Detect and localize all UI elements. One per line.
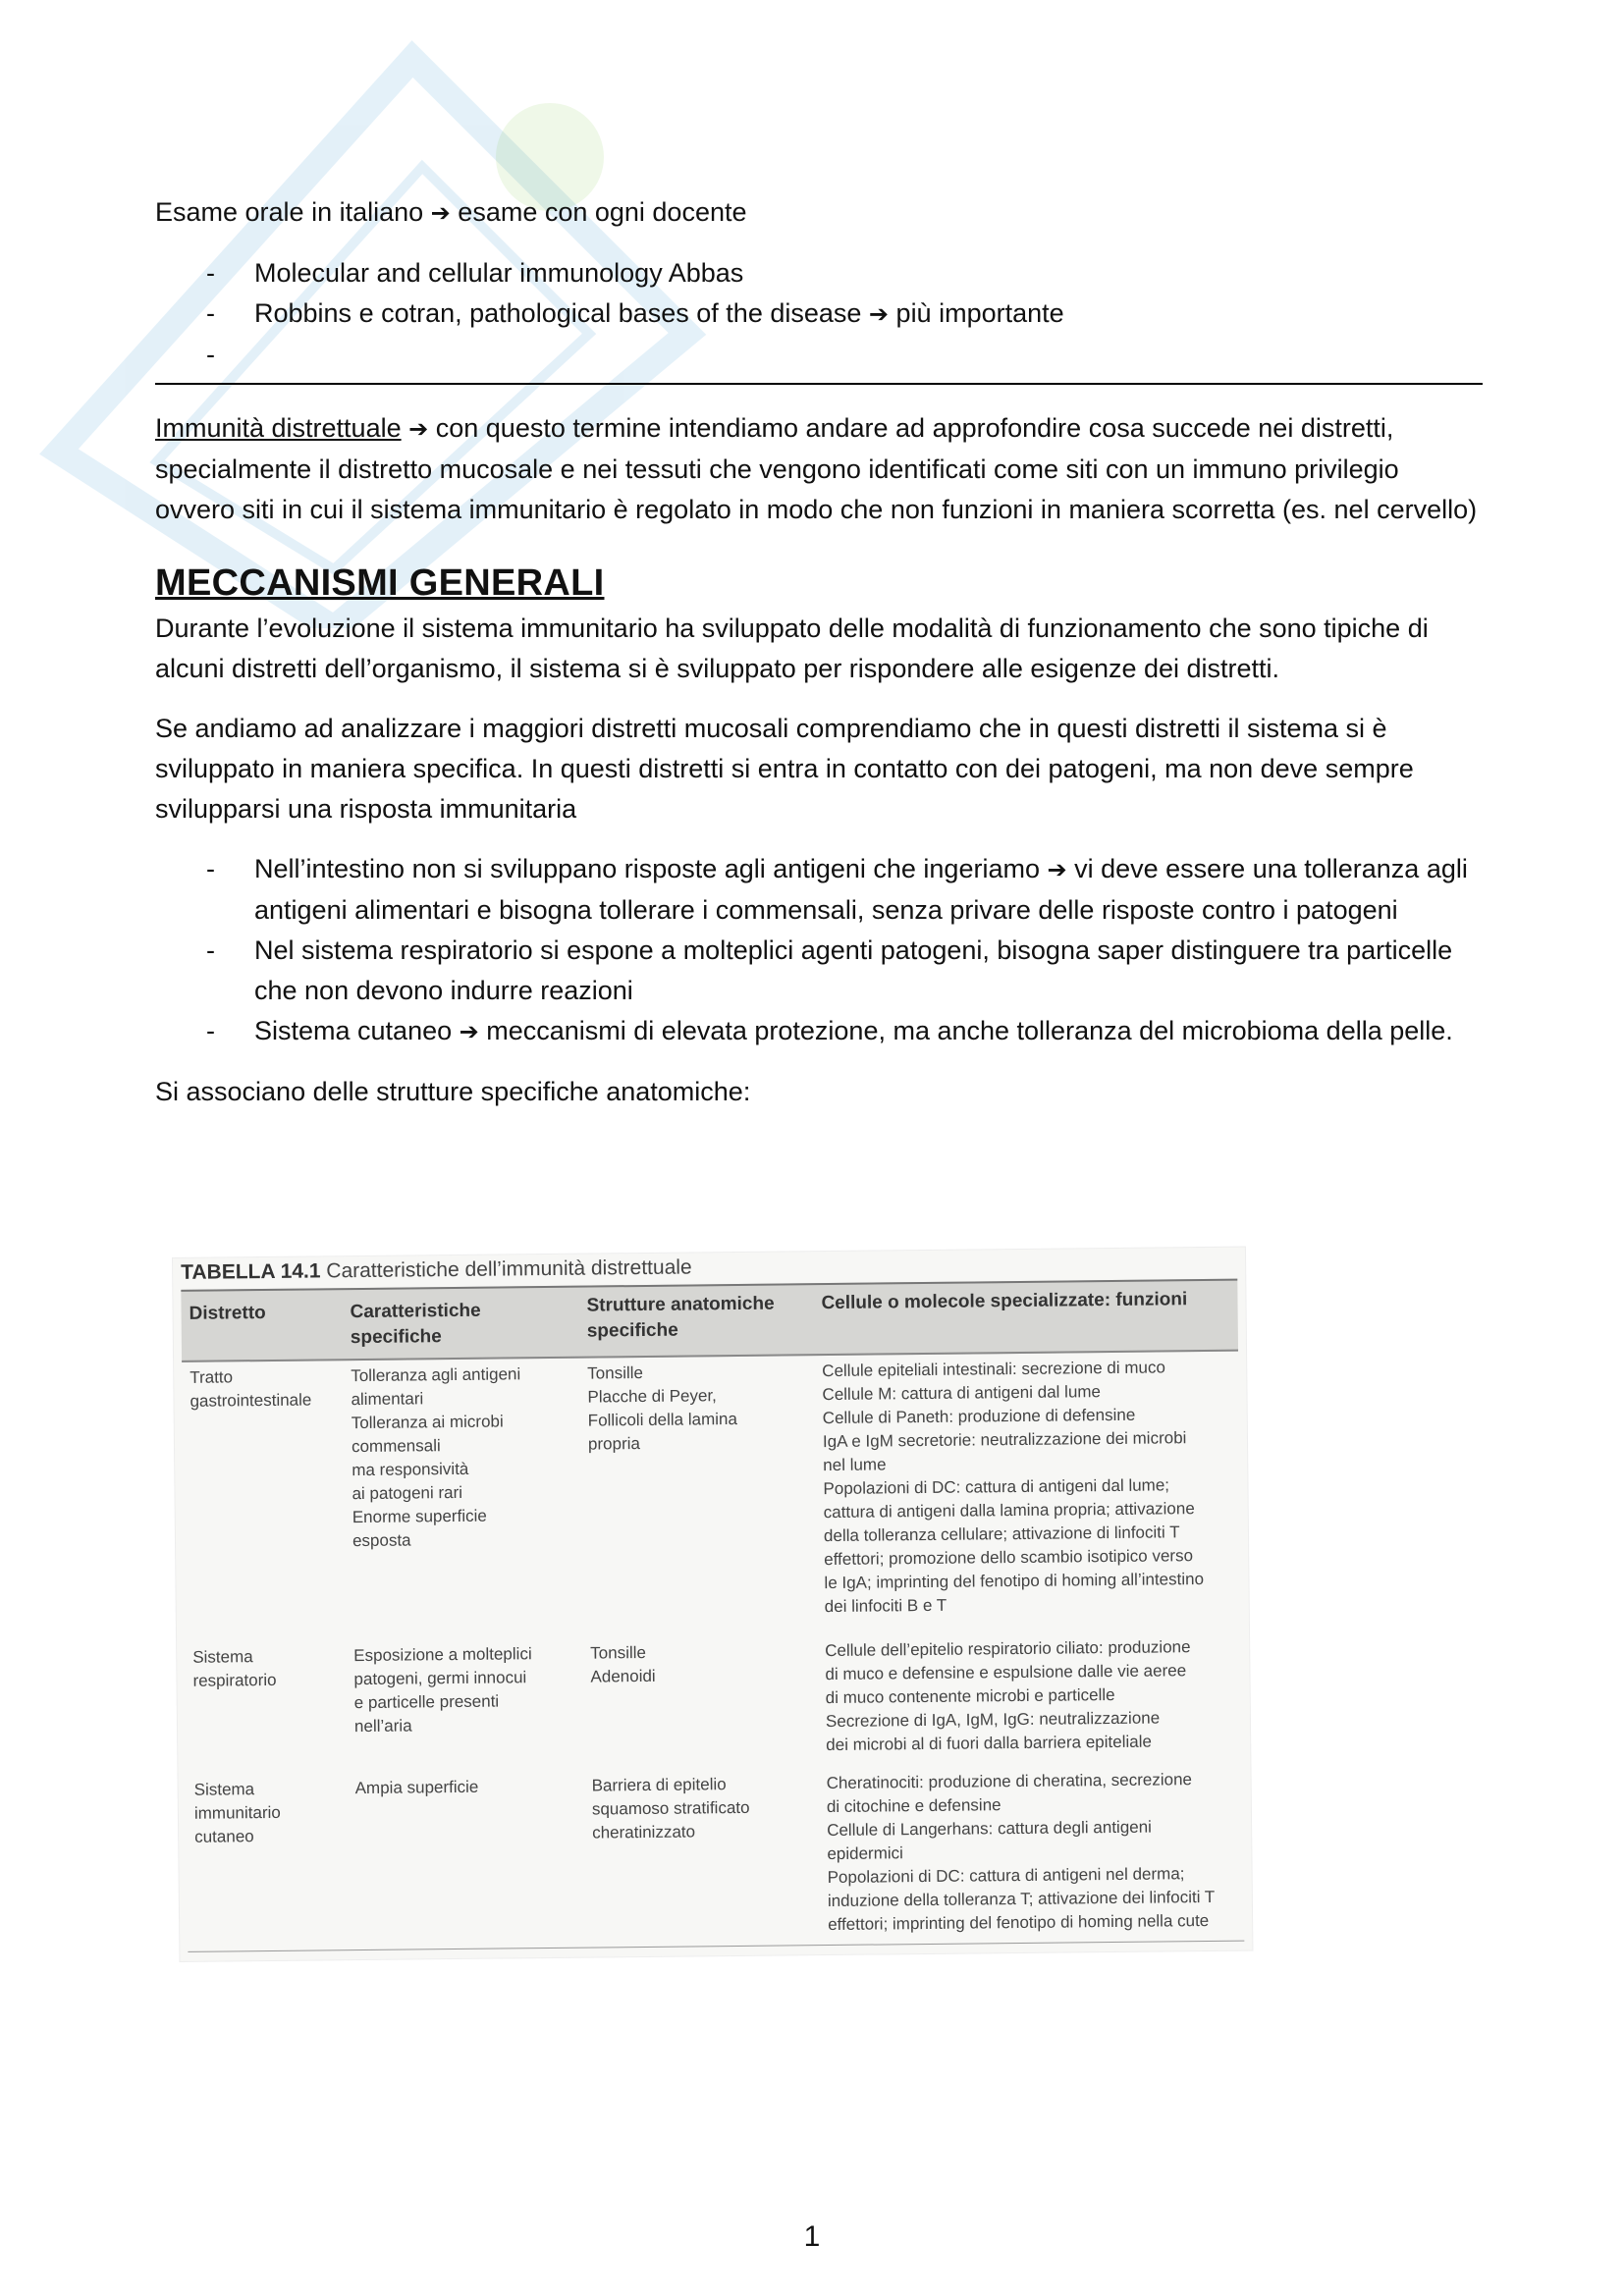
table-bottom-rule [188,1941,1244,1952]
table-caption-text: Caratteristiche dell’immunità distrettuale [326,1255,692,1283]
list-item [155,335,1483,375]
paragraph: Se andiamo ad analizzare i maggiori distretti mucosali comprendiamo che in questi distretti il sistema si è sviluppato in maniera specifica. In questi distretti si entra in contatto con dei patogeni, ma non deve sempre svilupparsi una risposta immunitaria [155,714,1414,824]
column-header: Cellule o molecole specializzate: funzioni [821,1289,1188,1314]
section-heading: MECCANISMI GENERALI [155,562,605,604]
list-item [155,294,1483,335]
arrow-right-icon: ➔ [868,300,890,328]
books-list [155,253,1483,375]
list-item-text: Nel sistema respiratorio si espone a molteplici agenti patogeni, bisogna saper distinguere tra particelle che non devono indurre reazioni [254,935,1453,1005]
list-item [155,1011,1483,1052]
list-item [155,849,1483,931]
table-cell: Tolleranza agli antigeni alimentari Tolleranza ai microbi commensali ma responsività ai patogeni rari Enorme superficie esposta [351,1364,521,1551]
table-cell: Cheratinociti: produzione di cheratina, secrezione di citochine e defensine Cellule di Langerhans: cattura degli antigeni epidermici Popolazioni di DC: cattura di antigeni nel derma; induzione della tolleranza T; attivazione dei linfociti T effettori; imprinting del fenotipo di homing nella cute [826,1770,1216,1935]
document-body [155,192,1483,1112]
table-cell: Ampia superficie [354,1777,479,1798]
list-item-after: meccanismi di elevata protezione, ma anche tolleranza del microbioma della pelle. [486,1016,1453,1045]
list-item [155,931,1483,1011]
table-figure [173,1248,1252,1961]
arrow-right-icon: ➔ [430,199,451,227]
arrow-right-icon: ➔ [1047,856,1067,883]
table-label: TABELLA 14.1 [181,1259,321,1284]
table-cell: Barriera di epitelio squamoso stratificato cheratinizzato [591,1775,750,1842]
column-header: Caratteristiche specifiche [350,1300,481,1349]
closing-line: Si associano delle strutture specifiche anatomiche: [155,1077,751,1106]
list-item-text: Nell’intestino non si sviluppano risposte agli antigeni che ingeriamo [254,854,1040,883]
column-header: Strutture anatomiche specifiche [586,1293,775,1342]
table-cell: Tratto gastrointestinale [189,1367,312,1411]
table-caption [181,1253,692,1287]
definition-paragraph [155,408,1483,530]
definition-text: con questo termine intendiamo andare ad approfondire cosa succede nei distretti, specialmente il distretto mucosale e nei tessuti che vengono identificati come siti con un immuno privilegio ovvero siti in cui il sistema immunitario è regolato in modo che non funzioni in maniera scorretta (es. nel cervello) [155,413,1478,524]
table-cell: Tonsille Adenoidi [590,1642,656,1686]
horizontal-divider [155,383,1483,385]
table-cell: Sistema respiratorio [192,1647,277,1690]
list-item-text: Sistema cutaneo [254,1016,453,1045]
table-cell: Tonsille Placche di Peyer, Follicoli della lamina propria [587,1362,737,1454]
definition-term: Immunità distrettuale [155,413,402,443]
list-item-after: vi deve essere una tolleranza agli antigeni alimentari e bisogna tollerare i commensali, senza privare delle risposte contro i patogeni [254,854,1468,925]
table-header [181,1279,1238,1362]
table-cell: Cellule dell’epitelio respiratorio ciliato: produzione di muco e defensine e espulsione dalle vie aeree di muco contenente microbi e particelle Secrezione di IgA, IgM, IgG: neutralizzazione dei microbi al di fuori dalla barriera epiteliale [825,1637,1191,1755]
page-number: 1 [803,2220,821,2253]
column-header: Distretto [189,1303,266,1324]
intro-line [155,192,1483,234]
table-row [185,1635,1241,1755]
list-item-after: più importante [895,298,1064,328]
table-cell: Sistema immunitario cutaneo [193,1780,281,1846]
list-item-text: Robbins e cotran, pathological bases of the disease [254,298,862,328]
arrow-right-icon: ➔ [459,1018,479,1045]
table-row [187,1768,1243,1935]
arrow-right-icon: ➔ [408,415,429,443]
table-cell: Esposizione a molteplici patogeni, germi innocui e particelle presenti nell’aria [353,1644,532,1736]
list-item [155,253,1483,294]
intro-after: esame con ogni docente [458,197,747,227]
table-cell: Cellule epiteliali intestinali: secrezione di muco Cellule M: cattura di antigeni dal lume Cellule di Paneth: produzione di defensine IgA e IgM secretorie: neutralizzazione dei microbi nel lume Popolazioni di DC: cattura di antigeni dal lume; cattura di antigeni dalla lamina propria; attivazione della tolleranza cellulare; attivazione di linfociti T effettori; promozione dello scambio isotipico verso le IgA; imprinting del fenotipo di homing all’intestino dei linfociti B e T [822,1358,1205,1617]
paragraph: Durante l’evoluzione il sistema immunitario ha sviluppato delle modalità di funzionamento che sono tipiche di alcuni distretti dell’organismo, il sistema si è sviluppato per rispondere alle esigenze dei distretti. [155,614,1429,683]
list-item-text: Molecular and cellular immunology Abbas [254,258,744,288]
intro-text: Esame orale in italiano [155,197,424,227]
bullet-list [155,849,1483,1052]
